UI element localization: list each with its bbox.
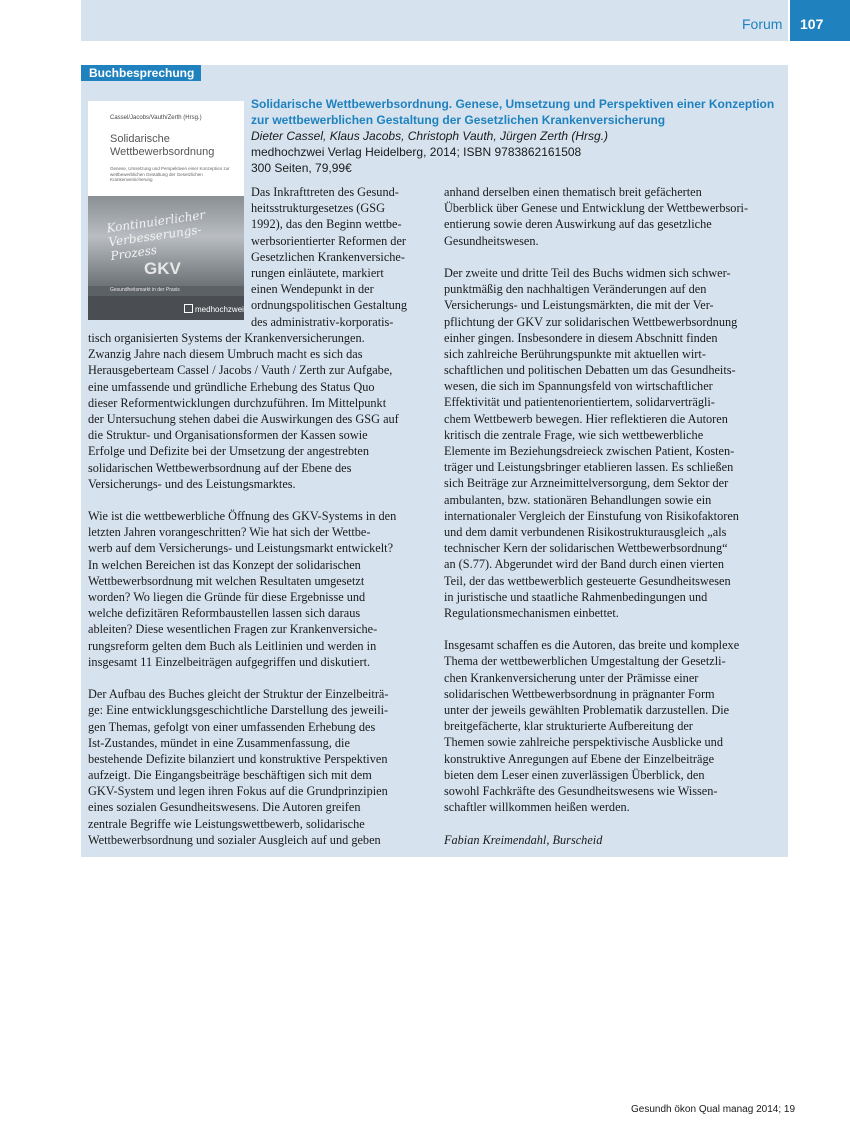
text-line: Elemente im Beziehungsdreieck zwischen Patient, Kosten- xyxy=(444,444,735,458)
text-line: sich zahlreiche Berührungspunkte mit aktuellen wirt- xyxy=(444,346,706,361)
text-line: unter der jeweils gewählten Problematik darzustellen. Die xyxy=(444,703,730,717)
section-label: Forum xyxy=(742,16,783,32)
text-line: technischer Kern der solidarischen Wettbewerbsordnung“ xyxy=(444,541,728,556)
cover-title-line: Wettbewerbsordnung xyxy=(110,146,215,158)
text-line: Erfolge und Defizite bei der Umsetzung der angestrebten xyxy=(88,444,370,459)
text-line: schaftlichen und politischen Debatten um das Gesundheits- xyxy=(444,363,736,378)
book-publisher: medhochzwei Verlag Heidelberg, 2014; ISBN 9783862161508 xyxy=(251,145,582,159)
text-line: rungsreform gelten dem Buch als Leitlinien und werden in xyxy=(88,638,377,653)
text-line: werb auf dem Versicherungs- und Leistungsmarkt entwickelt? xyxy=(88,541,394,556)
text-line: des administrativ-korporatis- xyxy=(251,314,394,329)
text-line: und dem damit verbundenen Risikostrukturausgleich „als xyxy=(444,524,727,539)
text-line: ableiten? Diese wesentlichen Fragen zur Krankenversiche- xyxy=(88,622,378,637)
text-line: Überblick über Genese und Entwicklung der Wettbewerbsori- xyxy=(444,201,749,216)
review-paragraph xyxy=(444,637,748,815)
text-line: wesen, die sich im Spannungsfeld von wirtschaftlicher xyxy=(444,379,713,394)
text-line: an (S.77). Abgerundet wird der Band durch einen vierten xyxy=(444,557,725,572)
cover-title xyxy=(110,133,240,159)
text-line: konstruktive Anregungen auf Ebene der Einzelbeiträge xyxy=(444,751,715,766)
text-line: ambulanten, bzw. stationären Behandlungen sowie ein xyxy=(444,492,712,507)
review-paragraph xyxy=(444,265,748,621)
text-line: Der zweite und dritte Teil des Buchs widmen sich schwer- xyxy=(444,265,731,280)
text-line: sich Beiträge zur Arzneimittelversorgung, dem Sektor der xyxy=(444,476,729,491)
text-line: eine umfassende und gründliche Erhebung des Status Quo xyxy=(88,379,375,394)
text-line: GKV-System und legen ihren Fokus auf die Grundprinzipien xyxy=(88,784,388,799)
cover-authors: Cassel/Jacobs/Vauth/Zerth (Hrsg.) xyxy=(110,115,202,121)
book-cover-image xyxy=(88,101,244,320)
text-line: welche defizitären Reformbaustellen lassen sich daraus xyxy=(88,606,361,621)
text-line: Thema der wettbewerblichen Umgestaltung der Gesetzli- xyxy=(444,654,726,669)
text-line: chen Krankenversicherung unter der Prämisse einer xyxy=(444,670,699,685)
text-line: einher gingen. Insbesondere in diesem Abschnitt finden xyxy=(444,330,718,345)
review-paragraph xyxy=(88,508,399,670)
text-line: schaftler willkommen heißen werden. xyxy=(444,800,630,815)
text-line: Gesundheitswesen. xyxy=(444,233,539,248)
text-line: träger und Leistungsbringer etablieren lassen. Es schließen xyxy=(444,460,734,475)
text-line: ordnungspolitischen Gestaltung xyxy=(251,298,408,313)
text-line: Wettbewerbsordnung mit welchen Resultaten umgesetzt xyxy=(88,573,365,588)
text-line: eines sozialen Gesundheitswesens. Die Autoren greifen xyxy=(88,800,361,815)
cover-subtitle: Genese, Umsetzung und Perspektiven einer Konzeption zur wettbewerblichen Gestaltung der Gesetzlichen Krankenversicherung xyxy=(110,166,230,182)
text-line: bestehende Defizite bilanziert und konstruktive Perspektiven xyxy=(88,751,388,766)
text-line: Der Aufbau des Buches gleicht der Struktur der Einzelbeiträ- xyxy=(88,687,389,702)
text-line: Ist-Zustandes, mündet in eine Zusammenfassung, die xyxy=(88,735,350,750)
publisher-logo-icon xyxy=(184,304,193,313)
text-line: entierung sowie deren Auswirkung auf das gesetzliche xyxy=(444,217,712,232)
text-line: anhand derselben einen thematisch breit gefächerten xyxy=(444,185,702,199)
cover-artwork-text: Kontinuierlicher Verbesserungs-Prozess xyxy=(105,207,207,264)
text-line: pflichtung der GKV zur solidarischen Wettbewerbsordnung xyxy=(444,314,738,329)
book-title-line: zur wettbewerblichen Gestaltung der Gesetzlichen Krankenversicherung xyxy=(251,113,666,127)
text-line: solidarischen Wettbewerbsordnung auf der Ebene des xyxy=(88,460,352,475)
text-line: tisch organisierten Systems der Krankenversicherungen. xyxy=(88,331,365,345)
text-line: Teil, der das wettbewerblich gesteuerte Gesundheitswesen xyxy=(444,573,731,588)
book-title-line: Solidarische Wettbewerbsordnung. Genese, Umsetzung und Perspektiven einer Konzeption xyxy=(251,97,775,111)
text-line: Themen sowie zahlreiche perspektivische Ausblicke und xyxy=(444,735,723,750)
publisher-logo xyxy=(184,304,244,314)
text-line: Gesetzlichen Krankenversiche- xyxy=(251,249,405,264)
review-intro-wrapped xyxy=(251,184,407,330)
text-line: In welchen Bereichen ist das Konzept der solidarischen xyxy=(88,557,361,572)
text-line: Zwanzig Jahre nach diesem Umbruch macht es sich das xyxy=(88,347,363,362)
text-line: kritisch die zentrale Frage, wie sich wettbewerbliche xyxy=(444,427,704,442)
book-title xyxy=(251,96,781,128)
text-line: zentrale Begriffe wie Leistungswettbewerb, solidarische xyxy=(88,816,365,831)
text-line: rungen einläutete, markiert xyxy=(251,265,384,280)
text-line: breitgefächerte, klar strukturierte Aufbereitung der xyxy=(444,719,693,734)
text-line: letzten Jahren vorangeschritten? Wie hat sich der Wettbe- xyxy=(88,525,371,540)
text-line: sowohl Fachkräfte des Gesundheitswesens wie Wissen- xyxy=(444,783,718,798)
review-paragraph xyxy=(88,330,399,492)
text-line: punktmäßig den nachhaltigen Veränderungen auf den xyxy=(444,282,707,297)
text-line: Wie ist die wettbewerbliche Öffnung des GKV-Systems in den xyxy=(88,509,397,524)
text-line: die Struktur- und Organisationsformen der Kassen sowie xyxy=(88,428,368,443)
text-line: Das Inkrafttreten des Gesund- xyxy=(251,185,399,199)
text-line: gen Themas, gefolgt von einer umfassenden Erhebung des xyxy=(88,719,376,734)
review-signature: Fabian Kreimendahl, Burscheid xyxy=(444,832,603,847)
page-number: 107 xyxy=(800,16,824,32)
text-line: ge: Eine entwicklungsgeschichtliche Darstellung des jeweili- xyxy=(88,703,389,718)
book-metadata xyxy=(251,128,781,176)
text-line: werbsorientierter Reformen der xyxy=(251,233,407,248)
text-line: bieten dem Leser einen zuverlässigen Überblick, den xyxy=(444,767,705,782)
text-line: insgesamt 11 Einzelbeiträgen aufgegriffen und diskutiert. xyxy=(88,654,371,669)
publisher-logo-text: medhochzwei xyxy=(195,305,244,314)
review-left-column xyxy=(88,330,399,848)
text-line: 1992), das den Beginn wettbe- xyxy=(251,217,402,232)
text-line: worden? Wo liegen die Gründe für diese Ergebnisse und xyxy=(88,590,366,604)
cover-gkv-label: GKV xyxy=(144,259,181,278)
text-line: Herausgeberteam Cassel / Jacobs / Vauth / Zerth zur Aufgabe, xyxy=(88,363,393,378)
cover-series: Gesundheitsmarkt in der Praxis xyxy=(110,287,180,293)
text-line: solidarischen Wettbewerbsordnung in prägnanter Form xyxy=(444,686,715,701)
review-paragraph xyxy=(444,184,748,249)
text-line: einen Wendepunkt in der xyxy=(251,282,374,297)
journal-citation: Gesundh ökon Qual manag 2014; 19 xyxy=(631,1104,796,1115)
text-line: der Untersuchung stehen dabei die Auswirkungen des GSG auf xyxy=(88,411,399,426)
book-pages-price: 300 Seiten, 79,99€ xyxy=(251,161,352,175)
text-line: in juristische und staatliche Rahmenbedingungen und xyxy=(444,589,708,604)
text-line: Effektivität und patientenorientiertem, solidarverträgli- xyxy=(444,395,715,410)
text-line: Regulationsmechanismen einbettet. xyxy=(444,605,619,620)
review-paragraph xyxy=(88,686,399,848)
header-bar xyxy=(81,0,788,41)
text-line: Wettbewerbsordnung und sozialer Ausgleich auf und geben xyxy=(88,832,381,847)
text-line: heitsstrukturgesetzes (GSG xyxy=(251,201,385,216)
book-editors: Dieter Cassel, Klaus Jacobs, Christoph Vauth, Jürgen Zerth (Hrsg.) xyxy=(251,129,609,143)
text-line: Versicherungs- und des Leistungsmarktes. xyxy=(88,476,296,491)
text-line: chem Wettbewerb bewegen. Hier reflektieren die Autoren xyxy=(444,411,728,426)
cover-title-line: Solidarische xyxy=(110,133,170,145)
text-line: Insgesamt schaffen es die Autoren, das breite und komplexe xyxy=(444,638,740,653)
text-line: Versicherungs- und Leistungsmärkten, die mit der Ver- xyxy=(444,298,714,313)
review-right-column xyxy=(444,184,748,848)
category-tag: Buchbesprechung xyxy=(81,65,201,81)
text-line: internationaler Vergleich der Einstufung von Risikofaktoren xyxy=(444,508,739,523)
text-line: aufzeigt. Die Eingangsbeiträge beschäftigen sich mit dem xyxy=(88,768,372,783)
text-line: dieser Reformentwicklungen durchzuführen. Im Mittelpunkt xyxy=(88,395,387,410)
